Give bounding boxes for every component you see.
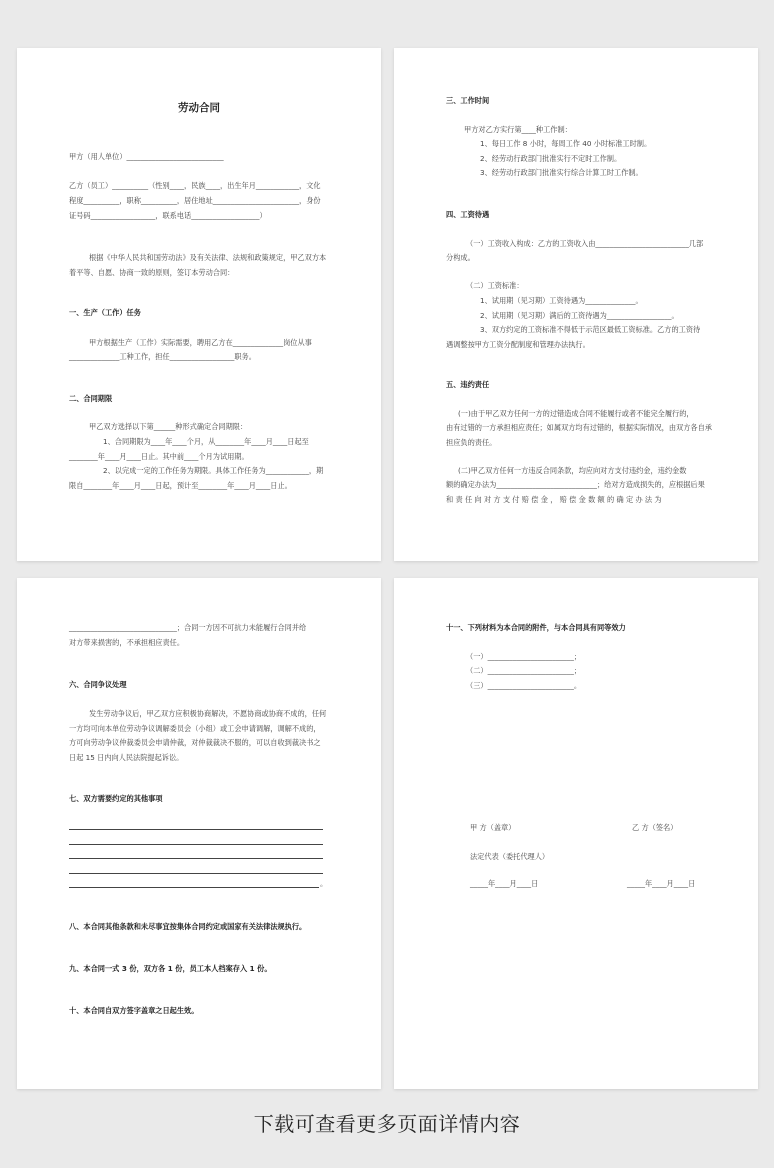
text-line: ________年____月____日止。其中前____个月为试用期。 (69, 452, 249, 461)
blank-line (69, 858, 323, 859)
text-line: 2、试用期（见习期）满后的工资待遇为__________________。 (480, 311, 679, 320)
text-line: （二）工资标准： (466, 281, 524, 290)
text-line: 方可向劳动争议仲裁委员会申请仲裁，对仲裁裁决不服的，可以自收到裁决书之 (69, 738, 321, 747)
contract-page-4 (394, 578, 758, 1089)
text-line: 遇调整按甲方工资分配制度和管理办法执行。 (446, 340, 590, 349)
attachment-line: （一）________________________； (466, 652, 582, 661)
text-line: (一)由于甲乙双方任何一方的过错造成合同不能履行或者不能完全履行的， (458, 409, 694, 418)
section-heading: 五、违约责任 (446, 380, 490, 389)
text-line: 甲方根据生产（工作）实际需要，聘用乙方在______________岗位从事 (89, 338, 312, 347)
blank-line (69, 887, 319, 888)
party-a-signature-label: 甲 方（盖章） (470, 823, 516, 832)
text-line: ______________________________；合同一方因不可抗力未能履行合同并给 (69, 623, 307, 632)
text-line: 分构成。 (446, 253, 475, 262)
text-line: 1、每日工作 8 小时，每周工作 40 小时标准工时制。 (480, 139, 652, 148)
section-heading: 二、合同期限 (69, 394, 113, 403)
legal-representative-label: 法定代表（委托代理人） (470, 852, 550, 861)
download-hint-text: 下载可查看更多页面详情内容 (253, 1112, 521, 1136)
text-line: 程度__________，职称__________，居住地址________________________，身份 (69, 196, 321, 205)
party-b-date: _____年____月____日 (627, 879, 696, 888)
text-line: 着平等、自愿、协商一致的原则，签订本劳动合同： (69, 268, 235, 277)
party-a-date: _____年____月____日 (470, 879, 539, 888)
text-line: 3、双方约定的工资标准不得低于示范区最低工资标准。乙方的工资待 (480, 325, 701, 334)
section-heading: 八、本合同其他条款和未尽事宜按集体合同约定或国家有关法律法规执行。 (69, 922, 307, 931)
text-line: （一）工资收入构成：乙方的工资收入由__________________________几部 (466, 239, 704, 248)
text-line: ______________工种工作，担任__________________职务。 (69, 352, 256, 361)
blank-line (69, 844, 323, 845)
text-line: 甲方对乙方实行第____种工作制： (464, 125, 572, 134)
section-heading: 四、工资待遇 (446, 210, 490, 219)
attachment-line: （三）________________________。 (466, 681, 582, 690)
text-line: 一方均可向本单位劳动争议调解委员会（小组）或工会申请调解，调解不成的， (69, 724, 321, 733)
text-line: 1、试用期（见习期）工资待遇为______________。 (480, 296, 643, 305)
text-line: 担应负的责任。 (446, 438, 497, 447)
text-line: 日起 15 日内向人民法院提起诉讼。 (69, 753, 184, 762)
contract-page-3 (17, 578, 381, 1089)
text-line: 2、以完成一定的工作任务为期限。具体工作任务为____________，期 (103, 466, 324, 475)
section-heading: 十、本合同自双方签字盖章之日起生效。 (69, 1006, 199, 1015)
section-heading: 三、工作时间 (446, 96, 490, 105)
party-b-signature-label: 乙 方（签名） (632, 823, 678, 832)
text-line: 额的确定办法为____________________________；给对方造成损失的，应根据后果 (446, 480, 705, 489)
text-line: 限自________年____月____日起，预计至________年____月____日止。 (69, 481, 292, 490)
contract-page-2 (394, 48, 758, 561)
contract-page-1 (17, 48, 381, 561)
text-line: 根据《中华人民共和国劳动法》及有关法律、法规和政策规定，甲乙双方本 (89, 253, 327, 262)
text-line: 1、合同期限为____年____个月，从________年____月____日起至 (103, 437, 309, 446)
blank-line (69, 873, 323, 874)
document-title: 劳动合同 (178, 102, 220, 114)
text-line: 2、经劳动行政部门批准实行不定时工作制。 (480, 154, 622, 163)
attachment-line: （二）________________________； (466, 666, 582, 675)
section-heading: 九、本合同一式 3 份，双方各 1 份，员工本人档案存入 1 份。 (69, 964, 272, 973)
text-line: 。 (320, 879, 328, 888)
text-line: 对方带来损害的，不承担相应责任。 (69, 638, 185, 647)
section-heading: 一、生产（工作）任务 (69, 308, 141, 317)
text-line: 和 责 任 向 对 方 支 付 赔 偿 金 ， 赔 偿 金 数 额 的 确 定 办 法 为 (446, 495, 662, 504)
text-line: 乙方（员工）__________（性别____，民族____，出生年月____________，文化 (69, 181, 321, 190)
text-line: 证号码__________________，联系电话___________________） (69, 211, 267, 220)
text-line: 由有过错的一方承担相应责任；如属双方均有过错的，根据实际情况，由双方各自承 (446, 423, 712, 432)
text-line: (二)甲乙双方任何一方违反合同条款，均应向对方支付违约金，违约金数 (458, 466, 687, 475)
section-heading: 七、双方需要约定的其他事项 (69, 794, 163, 803)
section-heading: 六、合同争议处理 (69, 680, 127, 689)
blank-line (69, 829, 323, 830)
text-line: 3、经劳动行政部门批准实行综合计算工时工作制。 (480, 168, 643, 177)
text-line: 发生劳动争议后，甲乙双方应积极协商解决，不愿协商或协商不成的，任何 (89, 709, 327, 718)
text-line: 甲方（用人单位）___________________________ (69, 152, 224, 161)
text-line: 甲乙双方选择以下第______种形式确定合同期限： (89, 422, 248, 431)
section-heading: 十一、下列材料为本合同的附件，与本合同具有同等效力 (446, 623, 626, 632)
